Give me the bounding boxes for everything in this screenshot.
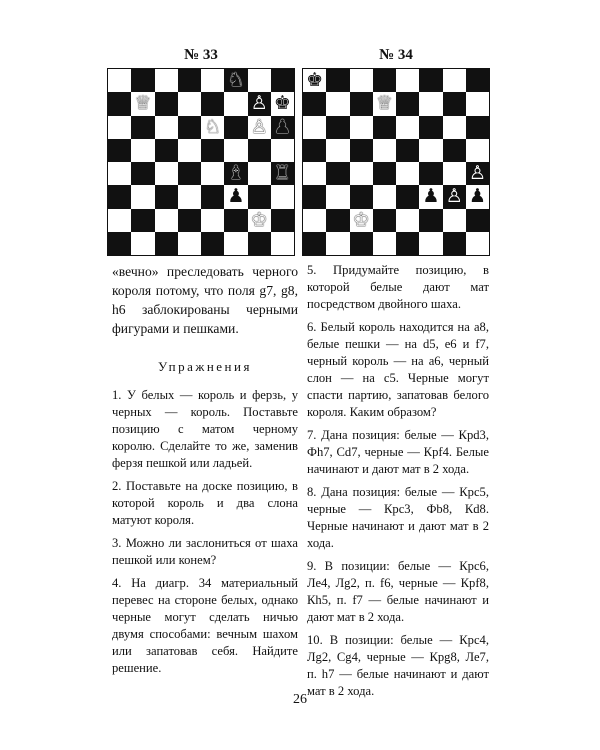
- square-d1: [178, 232, 201, 255]
- square-c2: [350, 209, 373, 232]
- square-e5: [396, 139, 419, 162]
- square-g6: [248, 116, 271, 139]
- square-h7: [271, 92, 294, 115]
- left-column: [112, 262, 298, 683]
- square-d4: [178, 162, 201, 185]
- square-h6: [466, 116, 489, 139]
- square-h1: [466, 232, 489, 255]
- exercise-7: 7. Дана позиция: белые — Крd3, Фh7, Сd7, черные — Крf4. Белые начинают и дают мат в 2 хода.: [307, 428, 489, 476]
- square-f3: [419, 185, 442, 208]
- square-b5: [131, 139, 154, 162]
- square-f3: [224, 185, 247, 208]
- square-c3: [350, 185, 373, 208]
- square-d4: [373, 162, 396, 185]
- black-pawn-icon: ♟: [273, 115, 291, 138]
- diagram-33: [107, 46, 295, 256]
- square-h8: [271, 69, 294, 92]
- square-g1: [443, 232, 466, 255]
- square-e7: [396, 92, 419, 115]
- square-a7: [303, 92, 326, 115]
- square-f4: [419, 162, 442, 185]
- square-f7: [419, 92, 442, 115]
- square-f5: [224, 139, 247, 162]
- square-g8: [248, 69, 271, 92]
- square-b3: [131, 185, 154, 208]
- exercise-9: 9. В позиции: белые — Крc6, Ле4, Лg2, п. f6, черные — Крf8, Кh5, п. f7 — белые начинают и дают мат в 2 хода.: [307, 559, 489, 624]
- square-b7: [326, 92, 349, 115]
- square-g6: [443, 116, 466, 139]
- square-a8: [108, 69, 131, 92]
- square-g5: [443, 139, 466, 162]
- white-king-icon: ♔: [352, 208, 370, 231]
- square-c6: [155, 116, 178, 139]
- square-c6: [350, 116, 373, 139]
- white-king-icon: ♔: [250, 208, 268, 231]
- square-c3: [155, 185, 178, 208]
- exercise-1: 1. У белых — король и ферзь, у черных — король. Поставьте позицию с матом черному королю. Сделайте то же, заменив ферзя пешкой или ладьей.: [112, 388, 298, 470]
- square-b3: [326, 185, 349, 208]
- square-d7: [178, 92, 201, 115]
- square-e8: [396, 69, 419, 92]
- square-a3: [303, 185, 326, 208]
- square-c1: [155, 232, 178, 255]
- square-h5: [271, 139, 294, 162]
- square-d2: [178, 209, 201, 232]
- square-e3: [201, 185, 224, 208]
- square-e1: [201, 232, 224, 255]
- exercise-8: 8. Дана позиция: белые — Крc5, черные — Крc3, Фb8, Кd8. Черные начинают и дают мат в 2 хода.: [307, 485, 489, 550]
- exercise-6: 6. Белый король находится на a8, белые пешки — на d5, e6 и f7, черный король — на a6, черный слон — на c5. Черные могут спасти партию, запатовав белого короля. Каким образом?: [307, 320, 489, 419]
- square-e1: [396, 232, 419, 255]
- square-g2: [248, 209, 271, 232]
- black-rook-icon: ♜: [273, 162, 291, 185]
- square-f8: [419, 69, 442, 92]
- square-b7: [131, 92, 154, 115]
- black-king-icon: ♚: [306, 69, 324, 92]
- exercise-4: 4. На диагр. 34 материальный перевес на стороне белых, однако черные могут сделать ничью двумя способами: вечным шахом или запатовав себя. Найдите решение.: [112, 576, 298, 675]
- square-h3: [466, 185, 489, 208]
- intro-paragraph: «вечно» преследовать черного короля потому, что поля g7, g8, h6 заблокированы черными фигурами и пешками.: [112, 264, 298, 336]
- square-a1: [303, 232, 326, 255]
- white-pawn-icon: ♙: [468, 162, 486, 185]
- exercise-10: 10. В позиции: белые — Крc4, Лg2, Сg4, черные — Крg8, Ле7, п. h7 — белые начинают и дают мат в 2 хода.: [307, 633, 489, 698]
- square-e7: [201, 92, 224, 115]
- square-a2: [303, 209, 326, 232]
- square-a7: [108, 92, 131, 115]
- square-g3: [248, 185, 271, 208]
- square-g1: [248, 232, 271, 255]
- square-h6: [271, 116, 294, 139]
- square-f2: [224, 209, 247, 232]
- square-c2: [155, 209, 178, 232]
- black-bishop-icon: ♝: [227, 162, 245, 185]
- square-g2: [443, 209, 466, 232]
- square-f6: [224, 116, 247, 139]
- square-e2: [396, 209, 419, 232]
- square-f8: [224, 69, 247, 92]
- square-b1: [326, 232, 349, 255]
- square-a2: [108, 209, 131, 232]
- square-a5: [108, 139, 131, 162]
- square-c4: [155, 162, 178, 185]
- square-g7: [443, 92, 466, 115]
- square-h3: [271, 185, 294, 208]
- square-b1: [131, 232, 154, 255]
- square-h8: [466, 69, 489, 92]
- square-f7: [224, 92, 247, 115]
- exercise-2: 2. Поставьте на доске позицию, в которой король и два слона матуют короля.: [112, 479, 298, 527]
- square-d1: [373, 232, 396, 255]
- square-a1: [108, 232, 131, 255]
- square-h4: [466, 162, 489, 185]
- square-g5: [248, 139, 271, 162]
- black-king-icon: ♚: [273, 92, 291, 115]
- square-f2: [419, 209, 442, 232]
- square-a6: [108, 116, 131, 139]
- square-h4: [271, 162, 294, 185]
- square-e8: [201, 69, 224, 92]
- square-c8: [155, 69, 178, 92]
- square-e4: [396, 162, 419, 185]
- square-b4: [131, 162, 154, 185]
- square-h2: [271, 209, 294, 232]
- white-queen-icon: ♕: [375, 92, 393, 115]
- square-g4: [443, 162, 466, 185]
- section-heading: Упражнения: [158, 359, 252, 374]
- square-c1: [350, 232, 373, 255]
- diagram-title: № 33: [184, 47, 218, 63]
- square-f1: [419, 232, 442, 255]
- square-a4: [303, 162, 326, 185]
- square-b2: [131, 209, 154, 232]
- square-e6: [201, 116, 224, 139]
- square-c7: [155, 92, 178, 115]
- black-pawn-icon: ♟: [422, 185, 440, 208]
- page-number: 26: [293, 692, 307, 707]
- square-h7: [466, 92, 489, 115]
- square-d3: [178, 185, 201, 208]
- square-f4: [224, 162, 247, 185]
- square-d5: [178, 139, 201, 162]
- square-e3: [396, 185, 419, 208]
- square-b4: [326, 162, 349, 185]
- square-c7: [350, 92, 373, 115]
- white-knight-icon: ♘: [204, 115, 222, 138]
- square-e2: [201, 209, 224, 232]
- square-e4: [201, 162, 224, 185]
- square-d7: [373, 92, 396, 115]
- square-c5: [155, 139, 178, 162]
- chess-board: [302, 68, 490, 256]
- chess-board: [107, 68, 295, 256]
- white-pawn-icon: ♙: [445, 185, 463, 208]
- square-a4: [108, 162, 131, 185]
- square-a8: [303, 69, 326, 92]
- square-f1: [224, 232, 247, 255]
- white-queen-icon: ♕: [134, 92, 152, 115]
- square-a6: [303, 116, 326, 139]
- square-b8: [131, 69, 154, 92]
- square-a5: [303, 139, 326, 162]
- white-pawn-icon: ♙: [250, 92, 268, 115]
- exercise-5: 5. Придумайте позицию, в которой белые дают мат посредством двойного шаха.: [307, 263, 489, 311]
- black-pawn-icon: ♟: [468, 185, 486, 208]
- square-c4: [350, 162, 373, 185]
- diagram-title: № 34: [379, 47, 413, 63]
- black-knight-icon: ♞: [227, 69, 245, 92]
- black-pawn-icon: ♟: [227, 185, 245, 208]
- square-d8: [178, 69, 201, 92]
- square-c5: [350, 139, 373, 162]
- square-h5: [466, 139, 489, 162]
- square-a3: [108, 185, 131, 208]
- square-b6: [131, 116, 154, 139]
- exercise-3: 3. Можно ли заслониться от шаха пешкой или конем?: [112, 536, 298, 567]
- square-c8: [350, 69, 373, 92]
- square-g7: [248, 92, 271, 115]
- white-pawn-icon: ♙: [250, 115, 268, 138]
- square-d8: [373, 69, 396, 92]
- square-b5: [326, 139, 349, 162]
- square-d3: [373, 185, 396, 208]
- square-e5: [201, 139, 224, 162]
- square-e6: [396, 116, 419, 139]
- square-b8: [326, 69, 349, 92]
- square-b2: [326, 209, 349, 232]
- square-h2: [466, 209, 489, 232]
- square-g8: [443, 69, 466, 92]
- square-g3: [443, 185, 466, 208]
- square-g4: [248, 162, 271, 185]
- diagram-34: [302, 46, 490, 256]
- square-f5: [419, 139, 442, 162]
- square-f6: [419, 116, 442, 139]
- square-h1: [271, 232, 294, 255]
- square-b6: [326, 116, 349, 139]
- square-d6: [178, 116, 201, 139]
- right-column: [307, 262, 489, 706]
- square-d2: [373, 209, 396, 232]
- square-d6: [373, 116, 396, 139]
- square-d5: [373, 139, 396, 162]
